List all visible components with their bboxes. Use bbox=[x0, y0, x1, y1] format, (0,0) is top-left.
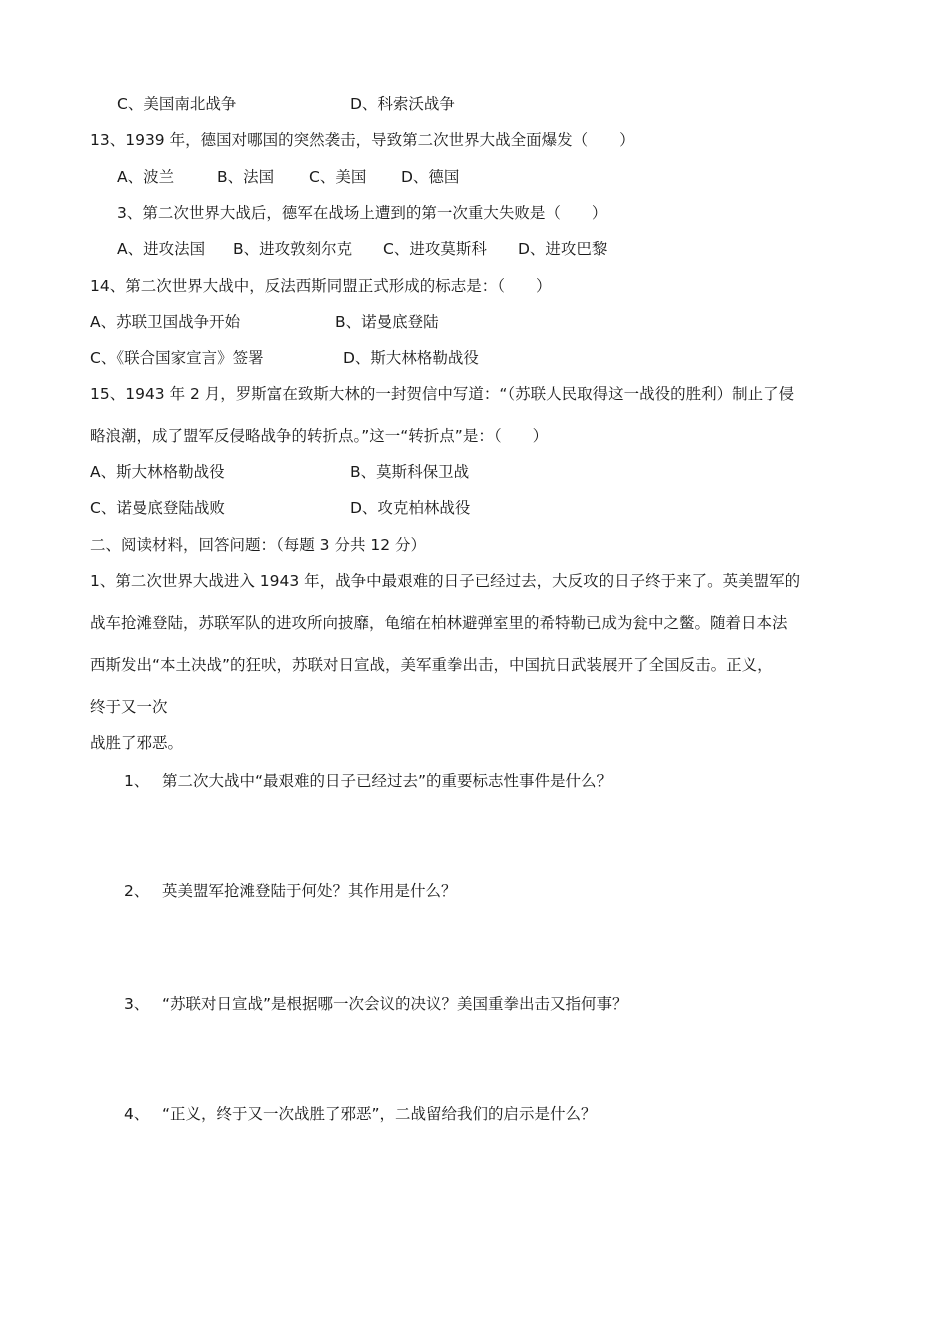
material-line-3: 西斯发出“本土决战”的狂吠，苏联对日宣战，美军重拳出击，中国抗日武装展开了全国反击。正义， bbox=[90, 656, 773, 674]
q3-stem: 3、第二次世界大战后，德军在战场上遭到的第一次重大失败是（ ） bbox=[117, 204, 608, 222]
q13-option-c: C、美国 bbox=[309, 168, 367, 186]
q3-option-c: C、进攻莫斯科 bbox=[383, 240, 487, 258]
q3-option-d: D、进攻巴黎 bbox=[518, 240, 608, 258]
q13-option-b: B、法国 bbox=[217, 168, 275, 186]
q15-option-c: C、诺曼底登陆战败 bbox=[90, 499, 225, 517]
sub-question-3 bbox=[124, 993, 628, 1015]
q12-option-c: C、美国南北战争 bbox=[117, 95, 237, 113]
q12-option-d: D、科索沃战争 bbox=[350, 95, 455, 113]
material-line-2: 战车抢滩登陆，苏联军队的进攻所向披靡，龟缩在柏林避弹室里的希特勒已成为瓮中之鳖。随着日本法 bbox=[90, 614, 788, 632]
sub-question-2 bbox=[124, 880, 457, 902]
q13-stem: 13、1939 年，德国对哪国的突然袭击，导致第二次世界大战全面爆发（ ） bbox=[90, 131, 635, 149]
q15-stem-line1: 15、1943 年 2 月，罗斯富在致斯大林的一封贺信中写道：“（苏联人民取得这一战役的胜利）制止了侵 bbox=[90, 385, 795, 403]
q13-option-d: D、德国 bbox=[401, 168, 460, 186]
q15-stem-line2: 略浪潮，成了盟军反侵略战争的转折点。”这一“转折点”是：（ ） bbox=[90, 427, 549, 445]
sub-question-number: 3、 bbox=[124, 995, 150, 1013]
sub-question-4 bbox=[124, 1103, 597, 1125]
q14-option-a: A、苏联卫国战争开始 bbox=[90, 313, 241, 331]
sub-question-text: 第二次大战中“最艰难的日子已经过去”的重要标志性事件是什么？ bbox=[162, 772, 613, 790]
section2-heading: 二、阅读材料，回答问题：（每题 3 分共 12 分） bbox=[90, 536, 427, 554]
sub-question-text: “正义，终于又一次战胜了邪恶”，二战留给我们的启示是什么？ bbox=[162, 1105, 597, 1123]
q3-option-a: A、进攻法国 bbox=[117, 240, 206, 258]
material-line-4: 终于又一次 bbox=[90, 698, 168, 716]
sub-question-number: 2、 bbox=[124, 882, 150, 900]
q15-option-d: D、攻克柏林战役 bbox=[350, 499, 471, 517]
q14-option-b: B、诺曼底登陆 bbox=[335, 313, 439, 331]
q14-stem: 14、第二次世界大战中，反法西斯同盟正式形成的标志是：（ ） bbox=[90, 277, 552, 295]
q15-option-b: B、莫斯科保卫战 bbox=[350, 463, 470, 481]
sub-question-number: 4、 bbox=[124, 1105, 150, 1123]
material-line-5: 战胜了邪恶。 bbox=[90, 734, 184, 752]
q14-option-d: D、斯大林格勒战役 bbox=[343, 349, 479, 367]
q14-option-c: C、《联合国家宣言》签署 bbox=[90, 349, 264, 367]
sub-question-number: 1、 bbox=[124, 772, 150, 790]
q15-option-a: A、斯大林格勒战役 bbox=[90, 463, 225, 481]
q3-option-b: B、进攻敦刻尔克 bbox=[233, 240, 353, 258]
material-line-1: 1、第二次世界大战进入 1943 年，战争中最艰难的日子已经过去，大反攻的日子终于来了。英美盟军的 bbox=[90, 572, 801, 590]
q13-option-a: A、波兰 bbox=[117, 168, 175, 186]
sub-question-text: “苏联对日宣战”是根据哪一次会议的决议？美国重拳出击又指何事？ bbox=[162, 995, 628, 1013]
sub-question-1 bbox=[124, 770, 612, 792]
sub-question-text: 英美盟军抢滩登陆于何处？其作用是什么？ bbox=[162, 882, 457, 900]
